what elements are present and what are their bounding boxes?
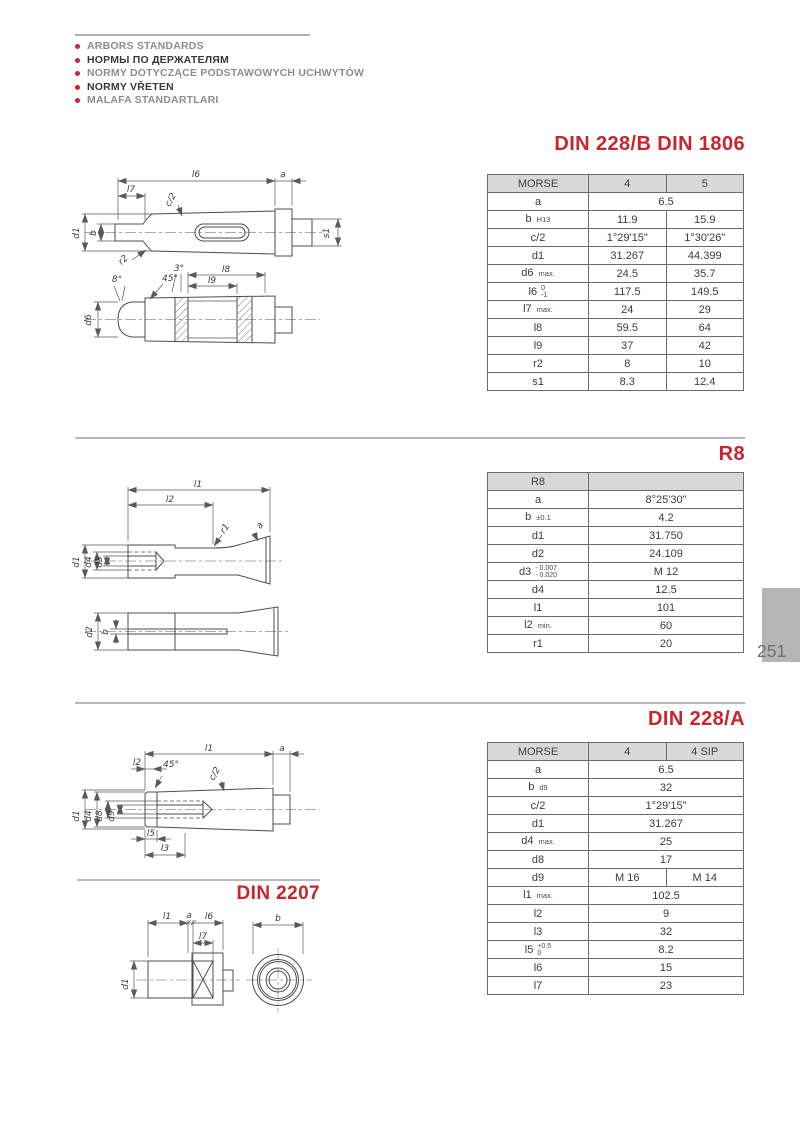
table-row — [488, 229, 744, 247]
dim-label-d6: d6 — [84, 314, 94, 326]
column-header: 4 SIP — [666, 743, 744, 761]
param-value: 101 — [589, 599, 744, 617]
header-label: MALAFA STANDARTLARI — [87, 94, 219, 106]
param-value: M 14 — [666, 869, 744, 887]
param-label: l2 — [488, 905, 589, 923]
dim-label-3deg: 3° — [173, 264, 185, 274]
dim-label-r2: r2 — [116, 253, 131, 268]
section-divider — [75, 702, 745, 704]
table-row — [488, 373, 744, 391]
table-row — [488, 599, 744, 617]
section-divider — [75, 437, 745, 439]
param-label: d1 — [488, 527, 589, 545]
bullet-icon — [75, 71, 80, 76]
dim-label-b: b — [275, 914, 281, 924]
dim-label-a: a — [279, 744, 285, 754]
table-row — [488, 491, 744, 509]
dim-label-l8: l8 — [221, 265, 231, 275]
param-value: 1°29'15" — [589, 797, 744, 815]
drawing-din2207-views — [70, 903, 400, 1028]
param-label: l7 max. — [488, 301, 589, 319]
param-label: l5 +0.5 0 — [488, 941, 589, 959]
param-label: r2 — [488, 355, 589, 373]
r8-table — [487, 472, 744, 653]
param-label: l6 0 -1 — [488, 283, 589, 301]
param-label: d4 — [488, 581, 589, 599]
param-value: 1°30'26" — [666, 229, 744, 247]
param-label: l1 max. — [488, 887, 589, 905]
dim-label-l1: l1 — [204, 744, 214, 754]
table-row — [488, 635, 744, 653]
param-value: 15.9 — [666, 211, 744, 229]
dim-label-d1: d1 — [72, 556, 82, 568]
table-row — [488, 545, 744, 563]
dim-label-d4: d4 — [84, 556, 94, 568]
table-row — [488, 761, 744, 779]
param-value: 11.9 — [589, 211, 667, 229]
param-label: l3 — [488, 923, 589, 941]
header-item — [75, 41, 364, 52]
param-value: 20 — [589, 635, 744, 653]
param-value: 6.5 — [589, 193, 744, 211]
dim-label-c2: c/2 — [207, 765, 224, 783]
param-label: d8 — [488, 851, 589, 869]
param-label: d4 max. — [488, 833, 589, 851]
param-label: l2 min. — [488, 617, 589, 635]
param-value: 12.4 — [666, 373, 744, 391]
dim-label-d2: d2 — [85, 626, 95, 638]
drawing-din228a-arbor-view — [70, 738, 400, 866]
param-value: 31.750 — [589, 527, 744, 545]
table-row — [488, 941, 744, 959]
table-row — [488, 301, 744, 319]
dim-label-l3: l3 — [160, 844, 170, 854]
table-row — [488, 319, 744, 337]
bullet-icon — [75, 85, 80, 90]
dim-label-l1: l1 — [193, 480, 203, 490]
param-value: 4.2 — [589, 509, 744, 527]
dim-label-d1: d1 — [72, 227, 82, 239]
table-row — [488, 779, 744, 797]
param-label: a — [488, 491, 589, 509]
dim-label-b: b — [89, 230, 99, 236]
param-label: b H13 — [488, 211, 589, 229]
top-rule — [75, 34, 310, 36]
section-title-din228a: DIN 228/A — [648, 708, 745, 730]
column-header: R8 — [488, 473, 589, 491]
dim-label-c2: c/2 — [163, 191, 180, 209]
table-row — [488, 923, 744, 941]
table-row — [488, 833, 744, 851]
table-row — [488, 337, 744, 355]
dim-label-8deg: 8° — [111, 275, 123, 285]
param-value: 23 — [589, 977, 744, 995]
param-value: 17 — [589, 851, 744, 869]
bullet-icon — [75, 44, 80, 49]
column-header: MORSE — [488, 175, 589, 193]
column-header: MORSE — [488, 743, 589, 761]
param-value: 12.5 — [589, 581, 744, 599]
param-label: l6 — [488, 959, 589, 977]
param-label: d3 - 0.007 - 0.020 — [488, 563, 589, 581]
param-label: b ±0.1 — [488, 509, 589, 527]
table-row — [488, 211, 744, 229]
dim-label-d8: d8 — [95, 810, 105, 822]
param-label: d9 — [488, 869, 589, 887]
dim-label-d3: d3 — [95, 556, 105, 568]
param-label: d1 — [488, 247, 589, 265]
param-label: b d9 — [488, 779, 589, 797]
param-value: 59.5 — [589, 319, 667, 337]
table-row — [488, 509, 744, 527]
param-value: 9 — [589, 905, 744, 923]
param-value: 15 — [589, 959, 744, 977]
param-value: 32 — [589, 779, 744, 797]
table-row — [488, 887, 744, 905]
dim-label-l2: l2 — [132, 758, 142, 768]
dim-label-d1: d1 — [72, 810, 82, 822]
dim-label-45deg: 45° — [163, 760, 179, 770]
table-row — [488, 869, 744, 887]
header-label: ARBORS STANDARDS — [87, 40, 204, 52]
param-value: 24.5 — [589, 265, 667, 283]
param-value: M 12 — [589, 563, 744, 581]
header-item — [75, 82, 364, 93]
dim-label-l5: l5 — [146, 829, 156, 839]
table-row — [488, 851, 744, 869]
param-value: 60 — [589, 617, 744, 635]
param-label: d6 max. — [488, 265, 589, 283]
param-label: c/2 — [488, 229, 589, 247]
column-header: 5 — [666, 175, 744, 193]
param-label: l9 — [488, 337, 589, 355]
column-header: 4 — [589, 743, 667, 761]
param-value: 29 — [666, 301, 744, 319]
page-number: 251 — [757, 641, 787, 661]
param-value: 10 — [666, 355, 744, 373]
dim-label-s1: s1 — [322, 227, 332, 239]
param-value: 44.399 — [666, 247, 744, 265]
header-label: NORMY VŘETEN — [87, 80, 174, 93]
param-value: 117.5 — [589, 283, 667, 301]
param-value: 64 — [666, 319, 744, 337]
dim-label-a: a — [186, 911, 192, 921]
bullet-icon — [75, 58, 80, 63]
table-row — [488, 527, 744, 545]
section-title-din2207: DIN 2207 — [236, 883, 320, 904]
header-label: НОРМЫ ПО ДЕРЖАТЕЛЯМ — [87, 53, 229, 66]
param-label: l7 — [488, 977, 589, 995]
param-value: 8.3 — [589, 373, 667, 391]
param-label: s1 — [488, 373, 589, 391]
header-item — [75, 68, 364, 79]
din228b-table — [487, 174, 744, 391]
column-header — [589, 473, 744, 491]
param-value: 37 — [589, 337, 667, 355]
param-label: c/2 — [488, 797, 589, 815]
param-value: 31.267 — [589, 247, 667, 265]
param-value: 1°29'15" — [589, 229, 667, 247]
dim-label-l7: l7 — [126, 185, 136, 195]
section-title-r8: R8 — [718, 443, 745, 465]
drawing-din228b-sleeve-view — [70, 162, 390, 268]
table-row — [488, 815, 744, 833]
table-row — [488, 247, 744, 265]
table-row — [488, 563, 744, 581]
header-item — [75, 95, 364, 106]
param-value: 8°25'30" — [589, 491, 744, 509]
dim-label-d4: d4 — [84, 810, 94, 822]
dim-label-r1: r1 — [218, 522, 233, 536]
bullet-icon — [75, 98, 80, 103]
din228a-table — [487, 742, 744, 995]
param-label: d2 — [488, 545, 589, 563]
param-value: 149.5 — [666, 283, 744, 301]
header-item — [75, 55, 364, 66]
param-value: 42 — [666, 337, 744, 355]
dim-label-l1: l1 — [162, 912, 172, 922]
table-row — [488, 193, 744, 211]
param-value: 25 — [589, 833, 744, 851]
param-label: r1 — [488, 635, 589, 653]
dim-label-l6: l6 — [204, 912, 214, 922]
param-value: 6.5 — [589, 761, 744, 779]
dim-label-45deg: 45° — [162, 274, 178, 284]
table-row — [488, 355, 744, 373]
param-value: 31.267 — [589, 815, 744, 833]
table-row — [488, 959, 744, 977]
param-label: l8 — [488, 319, 589, 337]
table-row — [488, 283, 744, 301]
drawing-r8-slot-view — [70, 593, 320, 688]
param-value: M 16 — [589, 869, 667, 887]
param-value: 24 — [589, 301, 667, 319]
table-row — [488, 797, 744, 815]
drawing-r8-section-view — [70, 478, 320, 596]
section-divider — [77, 879, 320, 881]
param-value: 102.5 — [589, 887, 744, 905]
table-header-row — [488, 473, 744, 491]
table-row — [488, 977, 744, 995]
column-header: 4 — [589, 175, 667, 193]
table-row — [488, 905, 744, 923]
section-title-din228b: DIN 228/B DIN 1806 — [554, 133, 745, 155]
dim-label-l9: l9 — [207, 276, 217, 286]
param-label: l1 — [488, 599, 589, 617]
header-label: NORMY DOTYCZĄCE PODSTAWOWYCH UCHWYTÓW — [87, 67, 365, 79]
table-row — [488, 265, 744, 283]
dim-label-a: a — [254, 520, 267, 531]
param-label: a — [488, 193, 589, 211]
param-label: d1 — [488, 815, 589, 833]
table-header-row — [488, 175, 744, 193]
dim-label-d1: d1 — [121, 978, 131, 990]
param-value: 35.7 — [666, 265, 744, 283]
param-value: 24.109 — [589, 545, 744, 563]
dim-label-b: b — [101, 629, 111, 635]
drawing-din228b-tang-view — [70, 262, 390, 362]
dim-label-d9: d9 — [107, 810, 117, 822]
param-label: a — [488, 761, 589, 779]
table-row — [488, 617, 744, 635]
dim-label-l2: l2 — [165, 495, 175, 505]
param-value: 32 — [589, 923, 744, 941]
param-value: 8.2 — [589, 941, 744, 959]
dim-label-l7: l7 — [198, 932, 208, 942]
dim-label-l6: l6 — [191, 170, 201, 180]
header-bullet-list — [75, 41, 364, 109]
dim-label-a: a — [280, 170, 286, 180]
param-value: 8 — [589, 355, 667, 373]
table-row — [488, 581, 744, 599]
table-header-row — [488, 743, 744, 761]
